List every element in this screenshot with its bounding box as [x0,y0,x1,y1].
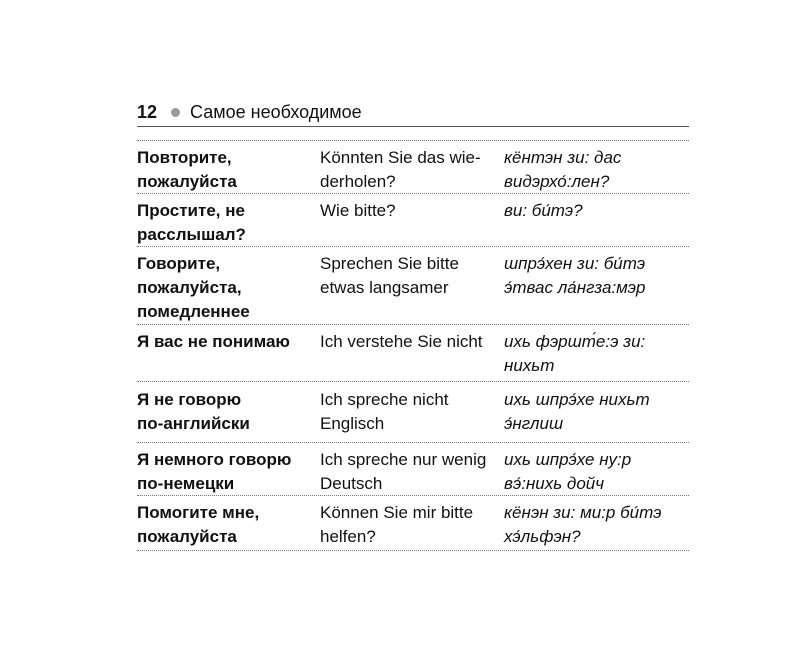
phrase-row [137,443,689,496]
phrase-table [137,140,689,546]
transcription: ихь фэршт́е:э зи: нихьт [504,332,646,375]
transcription: ихь шпрэ́хе нихьт э́нглиш [504,390,650,433]
german-phrase: Ich spreche nur wenig Deutsch [320,450,487,493]
page-header [137,98,689,127]
russian-phrase: Повторите, пожалуйста [137,148,237,191]
phrase-row [137,141,689,194]
transcription: шпрэ́хен зи: би́тэ э́твас ла́нгза:мэр [504,254,646,297]
russian-phrase: Я не говорю по-английски [137,390,250,433]
russian-phrase: Я немного говорю по-немецки [137,450,292,493]
phrase-row [137,383,689,443]
page-number: 12 [137,102,158,122]
phrase-row [137,325,689,382]
german-phrase: Ich verstehe Sie nicht [320,332,483,351]
transcription: кёнтэн зи: дас видэрхо́:лен? [504,148,622,191]
german-phrase: Wie bitte? [320,201,396,220]
transcription: ви: би́тэ? [504,201,583,220]
german-phrase: Sprechen Sie bitte etwas langsamer [320,254,459,297]
bullet-separator [171,108,180,117]
phrase-row [137,496,689,551]
german-phrase: Ich spreche nicht Englisch [320,390,449,433]
transcription: кёнэн зи: ми:р би́тэ хэ́льфэн? [504,503,662,546]
phrase-row [137,194,689,247]
russian-phrase: Я вас не понимаю [137,332,290,351]
transcription: ихь шпрэ́хе ну:р вэ́:нихь дойч [504,450,632,493]
russian-phrase: Помогите мне, пожалуйста [137,503,260,546]
phrase-row [137,247,689,325]
russian-phrase: Простите, не расслышал? [137,201,246,244]
german-phrase: Könnten Sie das wie- derholen? [320,148,481,191]
german-phrase: Können Sie mir bitte helfen? [320,503,474,546]
section-title: Самое необходимое [190,102,362,122]
russian-phrase: Говорите, пожалуйста, помедленнее [137,254,250,321]
